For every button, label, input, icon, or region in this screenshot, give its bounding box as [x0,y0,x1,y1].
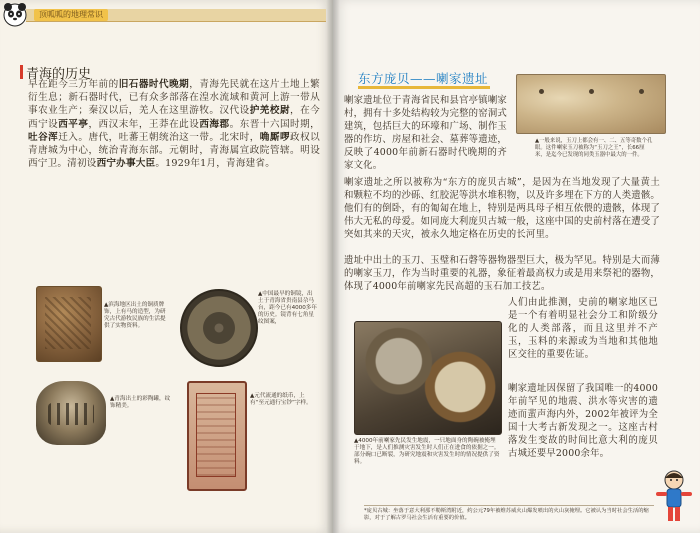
text-segment: 。1929年1月，青海建省。 [155,158,275,170]
figure-caption: ▲中国最早的铜镜，出土于青海省贵南县尕马台，距今已有4000多年的历史。镜背有七角星纹图案， [258,291,317,325]
text-segment: 迁入。唐代，吐蕃王朝统治这一带。北宋时， [58,131,260,143]
highlight-term: 旧石器时代晚期 [118,79,190,90]
figure-caption: ▲青海出土的彩陶罐，纹饰精美。 [110,396,171,409]
copper-plaque-photo [36,286,102,362]
figure-caption: ▲元代流通的纸币，上有“至元通行宝钞”字样。 [250,393,312,406]
text-segment: 。东晋十六国时期， [229,118,320,130]
paragraph: 喇家遗址之所以被称为“东方的庞贝古城”，是因为在当地发现了大量黄土和颗粒不均的沙砾、红胶泥等洪水堆积物，以及许多埋在下方的人类遗骸。他们有的倒卧，有的匍匐在地上，特别是两具母子相互依偎的遗骸，体现了伟大无私的母爱。如同庞大利庞贝古城一般，这座中国的史前村落在遭受了突如其来的天灾，被永久地定格在历史的长河里。 [344,177,660,240]
section-title: 东方庞贝——喇家遗址 [358,71,489,86]
mascot-panda-icon [2,2,28,28]
page-title: 青海的历史 [26,63,91,82]
paragraph: 喇家遗址因保留了我国唯一的4000年前罕见的地震、洪水等灾害的遗迹而蜚声海内外，2002年被评为全国十大考古新发现之一。这座古村落发生变故的时间比意大利的庞贝古城还要早2000余年。 [508,383,658,459]
text-segment: ，在今西宁设 [28,105,320,130]
paragraph: 遗址中出土的玉刀、玉璧和石磬等器物器型巨大，极为罕见。特别是大而薄的喇家玉刀，作为当时重要的礼器，象征着最高权力或是用来祭祀的器物，体现了4000年前喇家先民高超的玉石加工技艺。 [344,255,660,292]
highlight-term: 西海郡 [199,118,230,130]
paragraph: 人们由此推测，史前的喇家地区已是一个有着明显社会分工和阶级分化的人类部落，而且这里并不产玉，玉料的来源或为当地和其他地区交往的重要佐证。 [508,297,658,360]
figure-caption: ▲一般来说，玉刀上都会有一、二、五等奇数个孔眼。这件喇家玉刀被称为“玉刀之王”，长66厘米，是迄今已发现的同类玉器中最大的一件。 [535,138,653,158]
section-tab: 顶呱呱的地理常识 [34,9,108,21]
history-text [28,78,320,170]
text-segment: 早在距今三万年前的 [28,79,119,90]
page-header [0,0,333,28]
figure-caption: ▲滨海地区出土的铜质牌饰，上有马的造型，为研究古代游牧民族的生活提供了实物资料。 [104,302,166,329]
text-segment: ，西汉末年，王莽在此设 [88,118,200,130]
jade-knife-photo [516,74,666,134]
figure-caption: ▲4000年前喇家先民发生地震，一只地面身的陶碗被掩埋于地下，是人们推测灾害发生时人们正在进食的依据之一。部分碗口已断裂，为研究地震和灾害发生时的情况提供了资料。 [354,438,500,465]
highlight-term: 护羌校尉 [249,105,291,117]
text-segment: 政权以青唐城为中心，统治青海东部。元朝时，青海属宣政院管辖。明设西宁卫。清初设 [28,131,320,170]
footnote: *庞贝古城：坐落于意大利那不勒斯湾附近，约公元79年被维苏威火山爆发喷出的火山灰掩埋。它被认为当时社会生活的缩影，对于了解古罗马社会生活有重要的价值。 [364,505,654,522]
painted-pottery-jar-photo [36,381,106,445]
highlight-term: 西宁办事大臣 [96,158,156,170]
paragraph: 喇家遗址位于青海省民和县官亭镇喇家村，拥有十多处结构较为完整的窑洞式建筑，包括巨大的环壕和广场、制作玉器的作坊、房屋和社会、墓葬等遗迹，反映了4000年前新石器时代晚期的齐家文化。 [344,95,507,171]
highlight-term: 唃厮啰 [259,131,291,143]
left-page [0,0,333,533]
book-spine [326,0,340,533]
bronze-mirror-photo [180,289,258,367]
pottery-bowls-photo [354,321,502,435]
text-segment: ，青海先民就在这片土地上繁衍生息；新石器时代，已有众多部落在湟水流域和黄河上游一带从事农业生产；秦汉以后，羌人在这里游牧。汉代设 [28,79,320,117]
yuan-banknote-photo [187,381,247,491]
highlight-term: 西平亭 [58,118,89,130]
mascot-kid-icon [652,468,696,526]
highlight-term: 吐谷浑 [28,131,59,143]
